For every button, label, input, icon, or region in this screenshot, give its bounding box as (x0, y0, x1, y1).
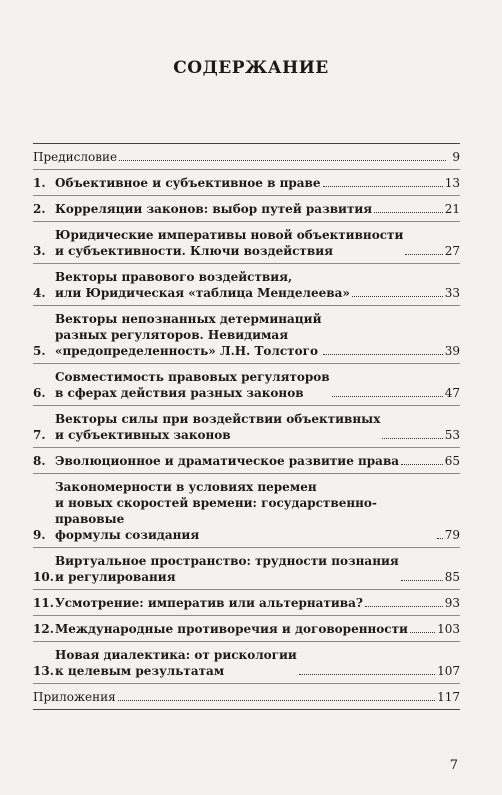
toc-entry-number: 7. (33, 428, 46, 442)
toc-entry (33, 684, 460, 709)
toc-entry (33, 144, 460, 170)
toc-entry-leader-dots (410, 632, 435, 633)
toc-entry-number: 10. (33, 570, 54, 584)
toc-entry-number: 8. (33, 454, 46, 468)
toc-entry-number: 13. (33, 664, 54, 678)
toc-entry-title: Виртуальное пространство: трудности познания и регулирования (55, 554, 399, 584)
toc-entry-leader-dots (374, 212, 443, 213)
toc-entry-leader-dots (323, 354, 442, 355)
toc-entry-page: 85 (444, 570, 460, 584)
toc-entry-number: 2. (33, 202, 46, 216)
toc-entry-title-wrap (33, 689, 437, 705)
toc-entry-leader-dots (365, 606, 443, 607)
toc-entry-number: 6. (33, 386, 46, 400)
toc-entry (33, 306, 460, 364)
toc-entry-title: Приложения (33, 690, 116, 704)
toc-entry-leader-dots (118, 700, 435, 701)
toc-entry (33, 474, 460, 548)
toc-entry-number: 5. (33, 344, 46, 358)
toc-entry-number: 3. (33, 244, 46, 258)
toc-entry-title: Векторы силы при воздействии объективных и субъективных законов (55, 412, 381, 442)
toc-entry-page: 47 (444, 386, 460, 400)
toc-entry-number: 9. (33, 528, 46, 542)
toc-entry-title: Корреляции законов: выбор путей развития (55, 202, 373, 216)
toc-entry-title: Усмотрение: императив или альтернатива? (55, 596, 363, 610)
toc-entry-title-wrap (55, 595, 445, 611)
toc-entry (33, 170, 460, 196)
toc-entry-leader-dots (332, 396, 443, 397)
toc-entry-title: Совместимость правовых регуляторов в сферах действия разных законов (55, 370, 330, 400)
page-title: СОДЕРЖАНИЕ (173, 58, 329, 78)
toc-entry-title: Эволюционное и драматическое развитие права (55, 454, 400, 468)
toc-entry-title-wrap (55, 553, 445, 585)
toc-entry-page: 79 (444, 528, 460, 542)
toc-entry-leader-dots (401, 580, 443, 581)
toc-entry-leader-dots (119, 160, 446, 161)
toc-entry-title-wrap (55, 621, 437, 637)
toc-entry-title-wrap (55, 369, 445, 401)
toc-entry (33, 264, 460, 306)
toc-entry-title-wrap (55, 479, 445, 543)
toc-entry-number: 11. (33, 596, 54, 610)
toc-entry-title: Предисловие (33, 150, 118, 164)
toc-entry-page: 103 (437, 622, 460, 636)
toc-entry-page: 65 (444, 454, 460, 468)
toc-entry-title: Объективное и субъективное в праве (55, 176, 321, 190)
toc-entry-leader-dots (323, 186, 443, 187)
toc-entry-page: 21 (444, 202, 460, 216)
toc-entry-number: 4. (33, 286, 46, 300)
toc-entry-title-wrap (55, 201, 445, 217)
toc-entry-title-wrap (55, 227, 445, 259)
toc-entry-page: 53 (444, 428, 460, 442)
toc-entry-page: 33 (444, 286, 460, 300)
page-number: 7 (449, 758, 458, 773)
toc-entry-title-wrap (55, 311, 445, 359)
toc-entry-title: Векторы непознанных детерминаций разных регуляторов. Невидимая «предопределенность» Л.Н. Толстого (55, 312, 322, 358)
toc-entry-page: 27 (444, 244, 460, 258)
toc-entry-page: 107 (437, 664, 460, 678)
toc-entry (33, 364, 460, 406)
toc-entry (33, 590, 460, 616)
toc-entry-title: Закономерности в условиях перемен и новых скоростей времени: государственно-правовые формулы созидания (55, 480, 377, 542)
toc-entry (33, 642, 460, 684)
toc-entry (33, 448, 460, 474)
toc-entry-title: Новая диалектика: от рискологии к целевым результатам (55, 648, 297, 678)
toc-entry-number: 1. (33, 176, 46, 190)
toc-entry-leader-dots (405, 254, 442, 255)
toc-entry-leader-dots (401, 464, 443, 465)
toc-entry-page: 13 (444, 176, 460, 190)
toc-entry-title: Международные противоречия и договоренности (55, 622, 408, 636)
toc-entry-title-wrap (55, 453, 445, 469)
toc-entry-title: Векторы правового воздействия, или Юридическая «таблица Менделеева» (55, 270, 350, 300)
toc-entry-title-wrap (55, 269, 445, 301)
table-of-contents (33, 143, 460, 710)
toc-entry-page: 117 (437, 690, 460, 704)
toc-entry-page: 9 (452, 150, 460, 164)
toc-entry-leader-dots (382, 438, 442, 439)
toc-entry (33, 616, 460, 642)
toc-entry-page: 93 (444, 596, 460, 610)
toc-entry-title-wrap (55, 411, 445, 443)
toc-entry-title: Юридические императивы новой объективности и субъективности. Ключи воздействия (55, 228, 404, 258)
toc-entry (33, 548, 460, 590)
toc-entry (33, 196, 460, 222)
toc-entry (33, 222, 460, 264)
toc-entry-page: 39 (444, 344, 460, 358)
toc-entry-title-wrap (55, 175, 445, 191)
toc-entry (33, 406, 460, 448)
toc-entry-title-wrap (33, 149, 448, 165)
toc-entry-leader-dots (352, 296, 443, 297)
toc-entry-number: 12. (33, 622, 54, 636)
toc-entry-title-wrap (55, 647, 437, 679)
toc-entry-leader-dots (299, 674, 435, 675)
toc-entry-leader-dots (437, 538, 443, 539)
